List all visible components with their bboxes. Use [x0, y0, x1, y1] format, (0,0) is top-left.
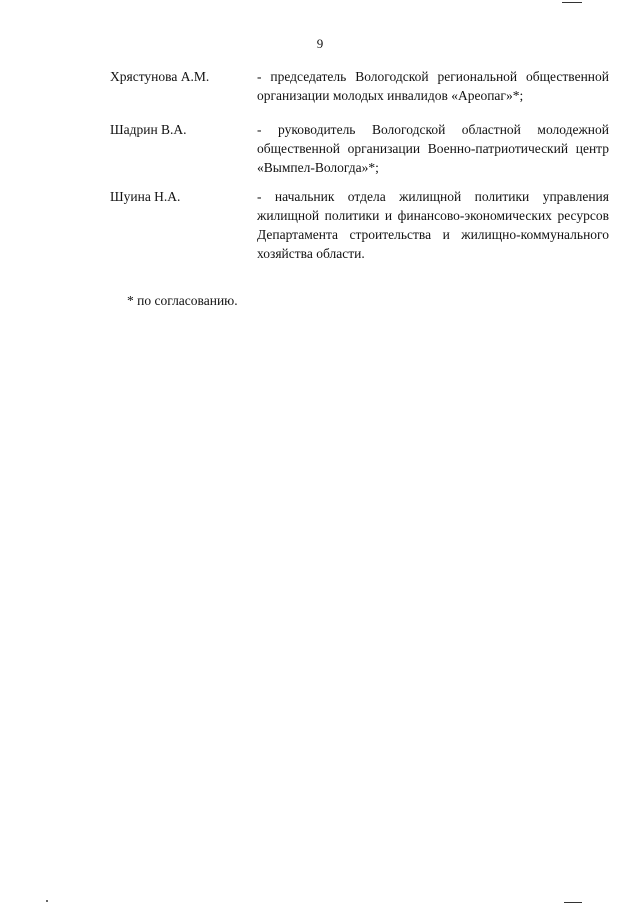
member-position: - председатель Вологодской региональной общественной организации молодых инвалидов «Ареопаг»*; [257, 69, 609, 103]
page-number: 9 [316, 36, 324, 51]
member-position: - начальник отдела жилищной политики управления жилищной политики и финансово-экономических ресурсов Департамента строительства и жилищно-коммунального хозяйства области. [257, 189, 609, 261]
scan-mark-bottom [564, 902, 582, 903]
scan-mark-top [562, 2, 582, 3]
member-position: - руководитель Вологодской областной молодежной общественной организации Военно-патриотический центр «Вымпел-Вологда»*; [257, 122, 609, 175]
member-name: Шадрин В.А. [110, 122, 187, 137]
scan-mark-dot [46, 900, 48, 902]
member-name: Шуина Н.А. [110, 189, 181, 204]
footnote: * по согласованию. [127, 293, 238, 308]
member-name: Хрястунова А.М. [110, 69, 210, 84]
